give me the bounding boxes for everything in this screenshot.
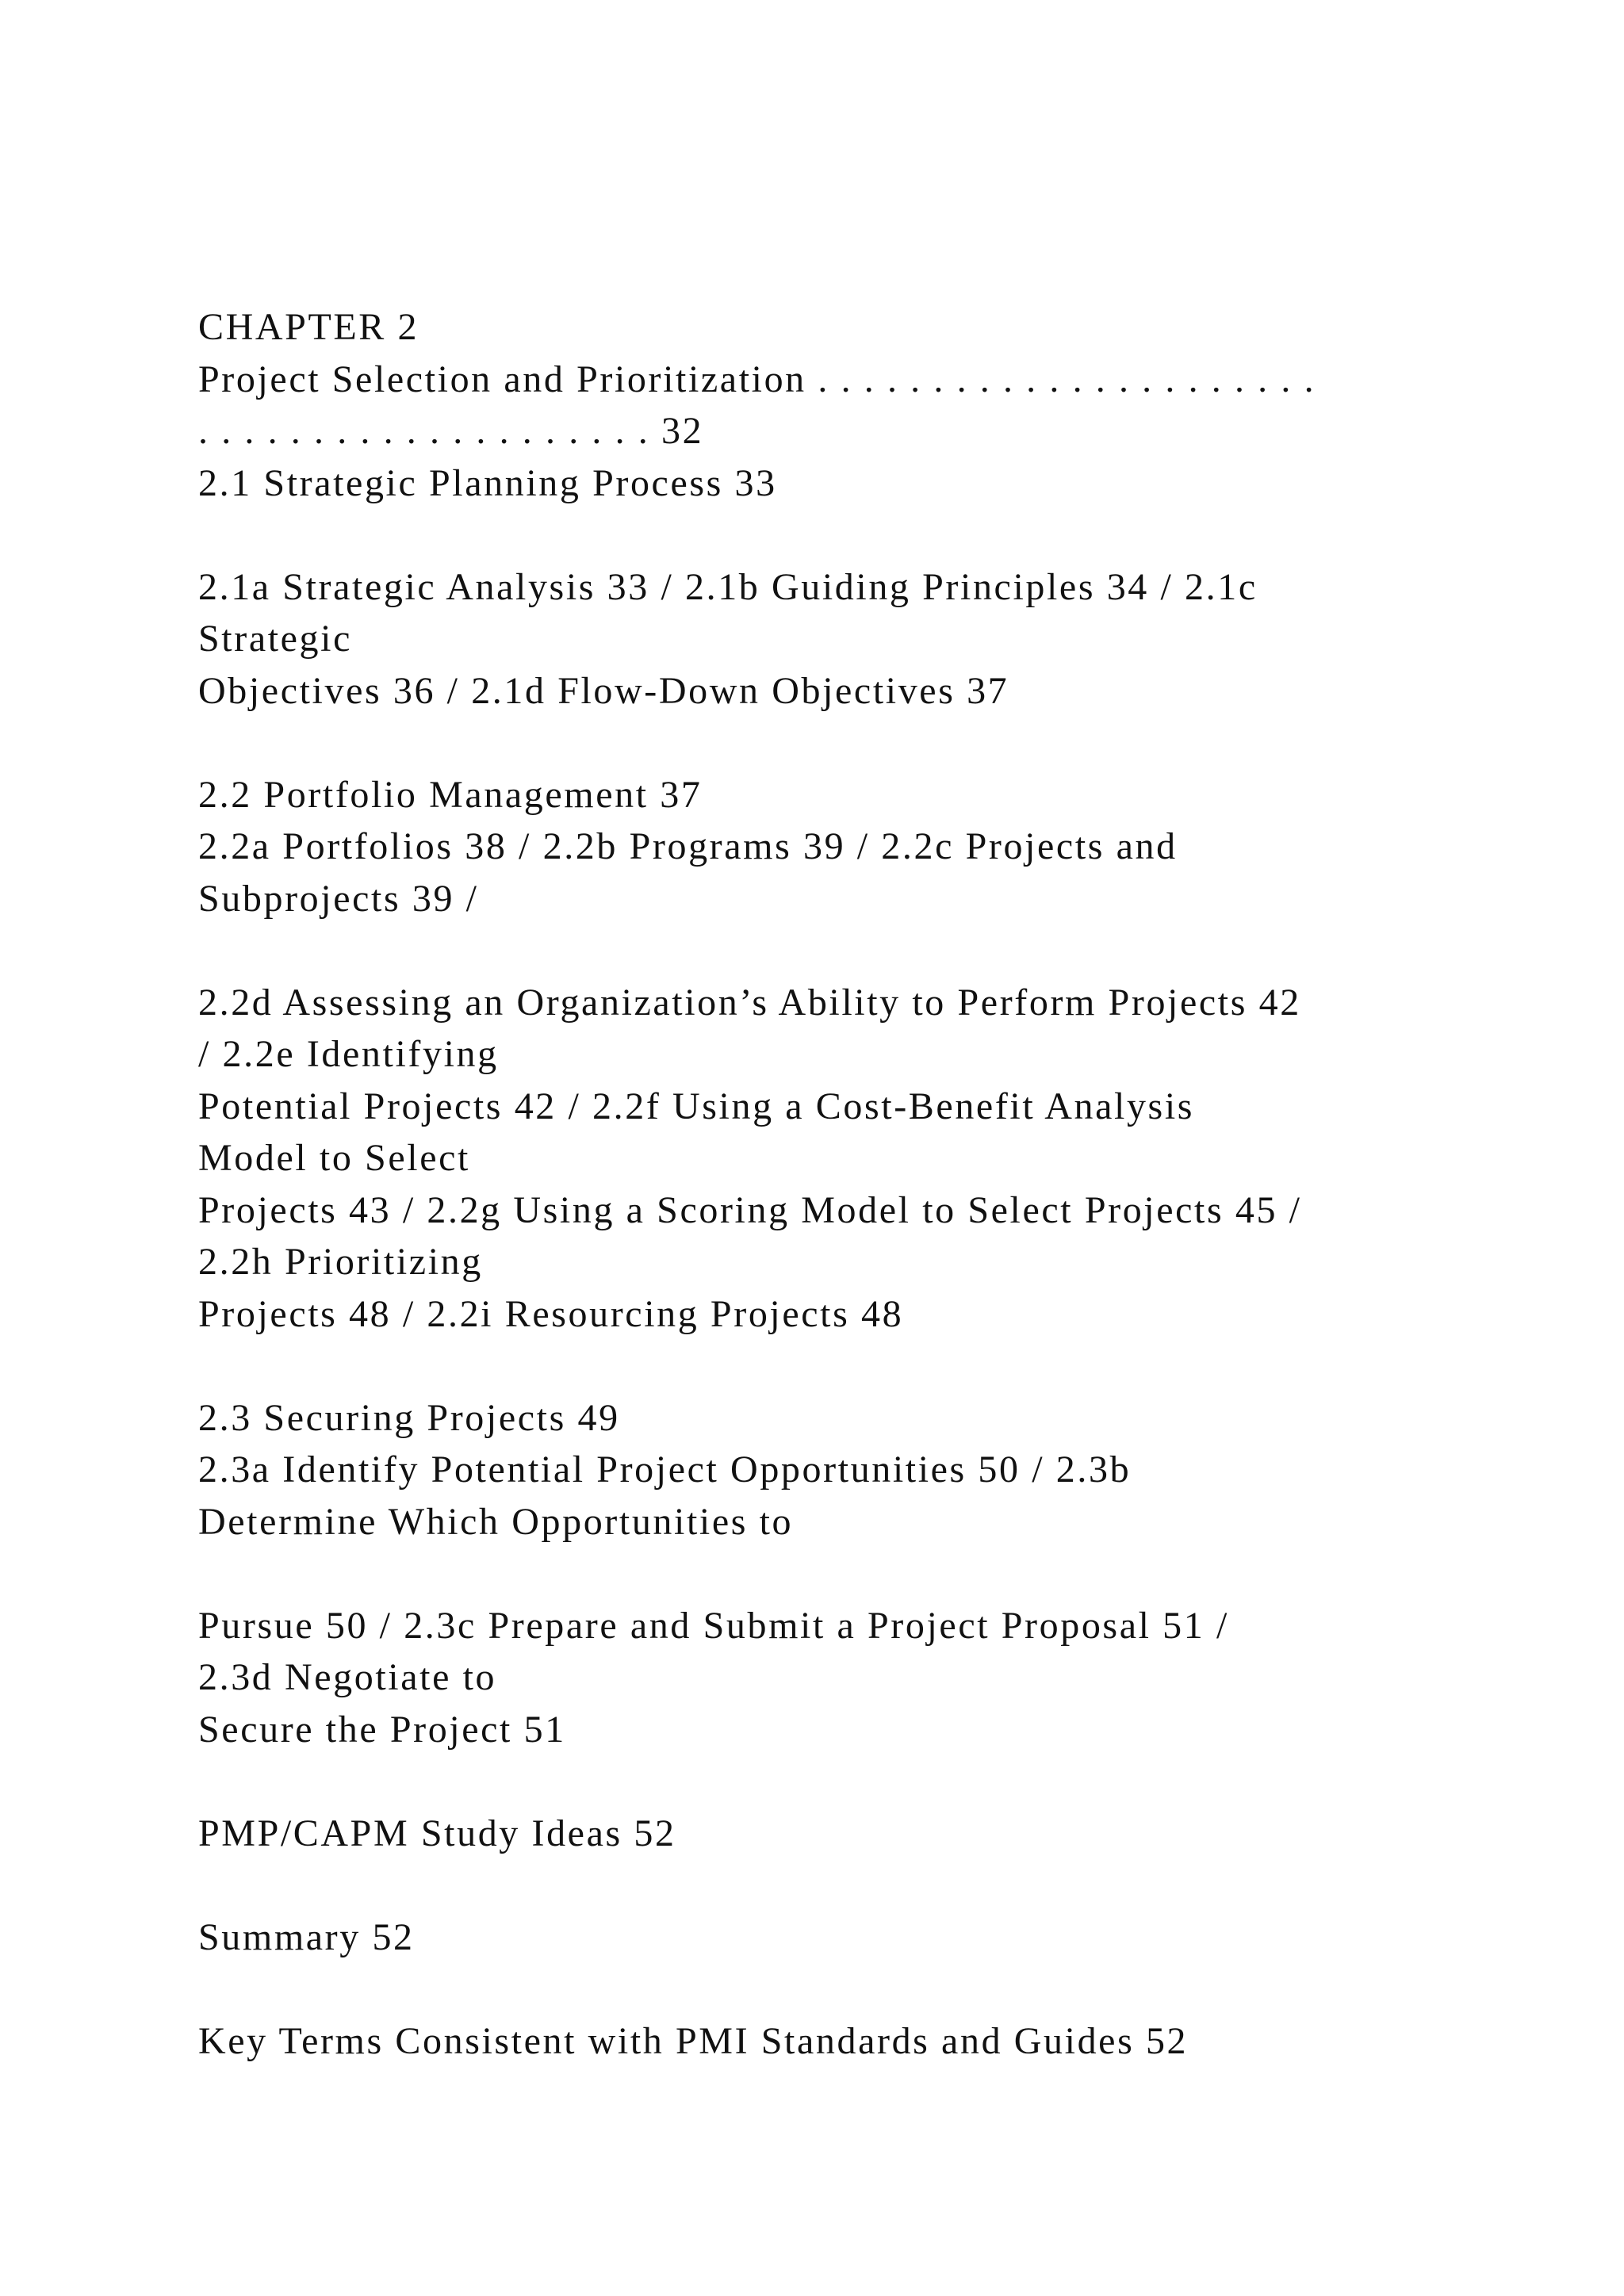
toc-entry-line: / 2.2e Identifying	[198, 1033, 499, 1075]
toc-entry-line: 2.2d Assessing an Organization’s Ability to Perform Projects 42	[198, 981, 1301, 1024]
spacer	[198, 924, 1546, 977]
toc-entry-line: 2.2h Prioritizing	[198, 1241, 483, 1283]
toc-entry-line: Secure the Project 51	[198, 1708, 566, 1751]
chapter-heading: CHAPTER 2	[198, 306, 419, 348]
table-of-contents-page	[198, 301, 1546, 2067]
toc-entry-line: Determine Which Opportunities to	[198, 1500, 794, 1543]
chapter-title-line: Project Selection and Prioritization . . . . . . . . . . . . . . . . . . . . . .	[198, 358, 1316, 400]
spacer	[198, 1963, 1546, 2015]
toc-entry-line: Strategic	[198, 618, 353, 660]
toc-entry-line: 2.1a Strategic Analysis 33 / 2.1b Guiding Principles 34 / 2.1c	[198, 565, 1258, 608]
section-2-1-heading: 2.1 Strategic Planning Process 33	[198, 461, 777, 504]
spacer	[198, 509, 1546, 561]
toc-entry-line: Subprojects 39 /	[198, 877, 479, 920]
study-ideas-entry: PMP/CAPM Study Ideas 52	[198, 1812, 676, 1854]
toc-entry-line: 2.2a Portfolios 38 / 2.2b Programs 39 / 2.2c Projects and	[198, 825, 1178, 867]
toc-entry-line: Objectives 36 / 2.1d Flow-Down Objectives 37	[198, 669, 1009, 712]
spacer	[198, 1548, 1546, 1600]
toc-entry-line: 2.3d Negotiate to	[198, 1656, 497, 1698]
spacer	[198, 1859, 1546, 1911]
spacer	[198, 1340, 1546, 1392]
spacer	[198, 717, 1546, 769]
key-terms-entry: Key Terms Consistent with PMI Standards and Guides 52	[198, 2019, 1189, 2062]
summary-entry: Summary 52	[198, 1915, 415, 1958]
spacer	[198, 1755, 1546, 1808]
toc-entry-line: Projects 48 / 2.2i Resourcing Projects 48	[198, 1292, 904, 1335]
toc-entry-line: Potential Projects 42 / 2.2f Using a Cost-Benefit Analysis	[198, 1085, 1195, 1127]
section-2-2-heading: 2.2 Portfolio Management 37	[198, 773, 703, 816]
chapter-title-page-line: . . . . . . . . . . . . . . . . . . . . 32	[198, 410, 704, 452]
toc-entry-line: 2.3a Identify Potential Project Opportunities 50 / 2.3b	[198, 1448, 1132, 1490]
section-2-3-heading: 2.3 Securing Projects 49	[198, 1396, 620, 1439]
toc-entry-line: Pursue 50 / 2.3c Prepare and Submit a Project Proposal 51 /	[198, 1604, 1229, 1647]
toc-entry-line: Projects 43 / 2.2g Using a Scoring Model to Select Projects 45 /	[198, 1188, 1302, 1231]
toc-entry-line: Model to Select	[198, 1137, 470, 1179]
